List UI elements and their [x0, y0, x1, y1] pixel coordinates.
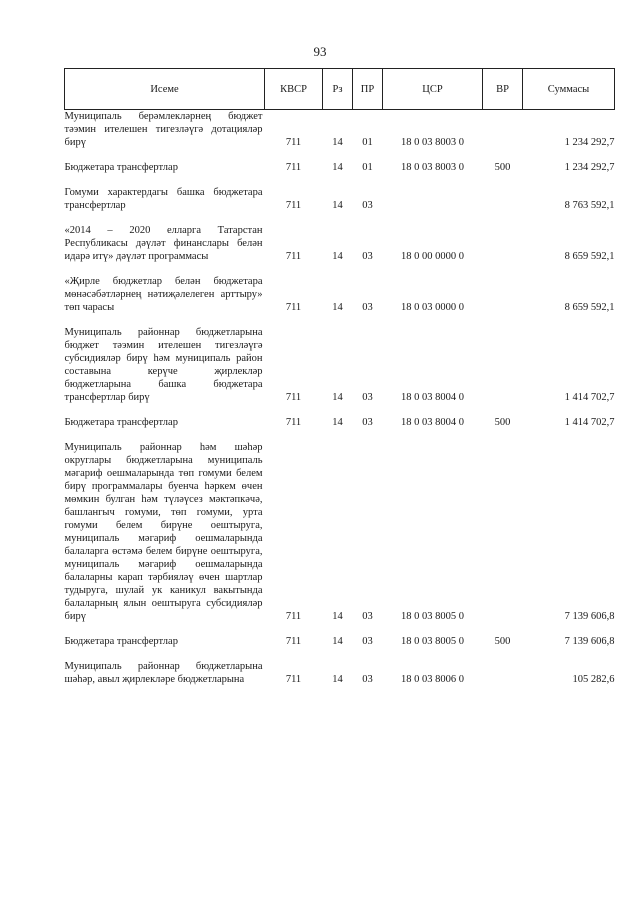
row-vr: 500	[494, 636, 511, 647]
row-rz: 14	[332, 636, 343, 647]
row-csr: 18 0 03 8003 0	[401, 162, 464, 173]
header-kvsr: КВСР	[265, 69, 323, 110]
row-pr: 03	[362, 392, 373, 403]
row-sum: 1 234 292,7	[564, 162, 615, 173]
table-row	[65, 623, 615, 648]
row-name: Гомуми характердагы башка бюджетара трансфертлар	[64, 187, 263, 211]
table-row	[65, 314, 615, 404]
row-vr	[483, 648, 523, 686]
table-row	[65, 648, 615, 686]
table-row	[65, 149, 615, 174]
row-name: Муниципаль районнар бюджетларына бюджет тәэмин ителешен тигезләүгә субсидияләр бирү һәм муниципаль район составына керүче җирлекләр бюджетларына башка бюджетара трансфертлар бирү	[64, 327, 263, 403]
row-csr	[383, 174, 483, 212]
header-sum: Суммасы	[523, 69, 615, 110]
page-number: 93	[313, 44, 327, 59]
row-pr: 01	[362, 162, 373, 173]
row-kvsr: 711	[285, 137, 302, 148]
row-kvsr: 711	[285, 611, 302, 622]
row-rz: 14	[332, 200, 343, 211]
row-rz: 14	[332, 392, 343, 403]
row-pr: 03	[362, 611, 373, 622]
row-rz: 14	[332, 611, 343, 622]
row-name: Муниципаль районнар бюджетларына шәһәр, авыл җирлекләре бюджетларына	[64, 661, 263, 685]
row-kvsr: 711	[285, 302, 302, 313]
row-pr: 01	[362, 137, 373, 148]
header-rz: Рз	[323, 69, 353, 110]
row-rz: 14	[332, 417, 343, 428]
row-vr	[483, 212, 523, 263]
row-csr: 18 0 03 8005 0	[401, 636, 464, 647]
row-rz: 14	[332, 162, 343, 173]
row-vr	[483, 429, 523, 623]
table-row	[65, 429, 615, 623]
row-sum: 8 659 592,1	[564, 251, 615, 262]
table-row	[65, 263, 615, 314]
row-sum: 8 763 592,1	[564, 200, 615, 211]
row-kvsr: 711	[285, 674, 302, 685]
row-name: Бюджетара трансфертлар	[64, 417, 178, 428]
row-sum: 1 414 702,7	[564, 417, 615, 428]
row-csr: 18 0 03 0000 0	[401, 302, 464, 313]
table-row	[65, 404, 615, 429]
row-vr	[483, 263, 523, 314]
table-row	[65, 174, 615, 212]
table-row	[65, 212, 615, 263]
row-rz: 14	[332, 137, 343, 148]
row-name: Муниципаль районнар һәм шәһәр округлары бюджетларына муниципаль мәгариф оешмаларында төп гомуми белем бирү программалары буенча һәркем өчен мөмкин булган һәм түләүсез мәктәпкәчә, башлангыч гомуми, төп гомуми, урта гомуми белем бирүне оештыруга, муниципаль мәгариф оешмаларында балаларга өстәмә белем бирүне оештыруга, муниципаль мәгариф оешмаларында балаларны карап тәрбияләү өчен шартлар тудыруга, шулай ук каникул вакытында балаларның ялын оештыруга субсидияләр бирү	[64, 442, 263, 622]
row-sum: 8 659 592,1	[564, 302, 615, 313]
row-kvsr: 711	[285, 392, 302, 403]
row-sum: 1 414 702,7	[564, 392, 615, 403]
row-csr: 18 0 03 8006 0	[401, 674, 464, 685]
table-header-row	[65, 69, 615, 110]
row-rz: 14	[332, 674, 343, 685]
row-csr: 18 0 03 8004 0	[401, 417, 464, 428]
row-kvsr: 711	[285, 162, 302, 173]
row-kvsr: 711	[285, 200, 302, 211]
row-pr: 03	[362, 302, 373, 313]
row-sum: 105 282,6	[572, 674, 615, 685]
budget-table	[64, 68, 615, 686]
row-name: Муниципаль берәмлекләрнең бюджет тәэмин ителешен тигезләүгә дотацияләр бирү	[64, 111, 263, 148]
row-vr: 500	[494, 417, 511, 428]
row-rz: 14	[332, 302, 343, 313]
header-pr: ПР	[353, 69, 383, 110]
row-pr: 03	[362, 636, 373, 647]
header-csr: ЦСР	[383, 69, 483, 110]
row-csr: 18 0 03 8004 0	[401, 392, 464, 403]
row-pr: 03	[362, 251, 373, 262]
table-row	[65, 110, 615, 150]
row-kvsr: 711	[285, 251, 302, 262]
row-vr	[483, 174, 523, 212]
row-name: Бюджетара трансфертлар	[64, 636, 178, 647]
header-name: Исеме	[65, 69, 265, 110]
row-name: «Җирле бюджетлар белән бюджетара мөнәсәбәтләрнең нәтиҗәлелеген арттыру» төп чарасы	[64, 276, 263, 313]
row-kvsr: 711	[285, 636, 302, 647]
row-vr	[483, 110, 523, 150]
row-csr: 18 0 00 0000 0	[401, 251, 464, 262]
row-sum: 1 234 292,7	[564, 137, 615, 148]
row-sum: 7 139 606,8	[564, 636, 615, 647]
row-pr: 03	[362, 417, 373, 428]
row-vr: 500	[494, 162, 511, 173]
row-sum: 7 139 606,8	[564, 611, 615, 622]
row-csr: 18 0 03 8003 0	[401, 137, 464, 148]
row-pr: 03	[362, 200, 373, 211]
row-vr	[483, 314, 523, 404]
header-vr: ВР	[483, 69, 523, 110]
row-pr: 03	[362, 674, 373, 685]
row-name: «2014 – 2020 елларга Татарстан Республикасы дәүләт финанслары белән идарә итү» дәүләт программасы	[64, 225, 263, 262]
row-name: Бюджетара трансфертлар	[64, 162, 178, 173]
row-kvsr: 711	[285, 417, 302, 428]
row-csr: 18 0 03 8005 0	[401, 611, 464, 622]
row-rz: 14	[332, 251, 343, 262]
